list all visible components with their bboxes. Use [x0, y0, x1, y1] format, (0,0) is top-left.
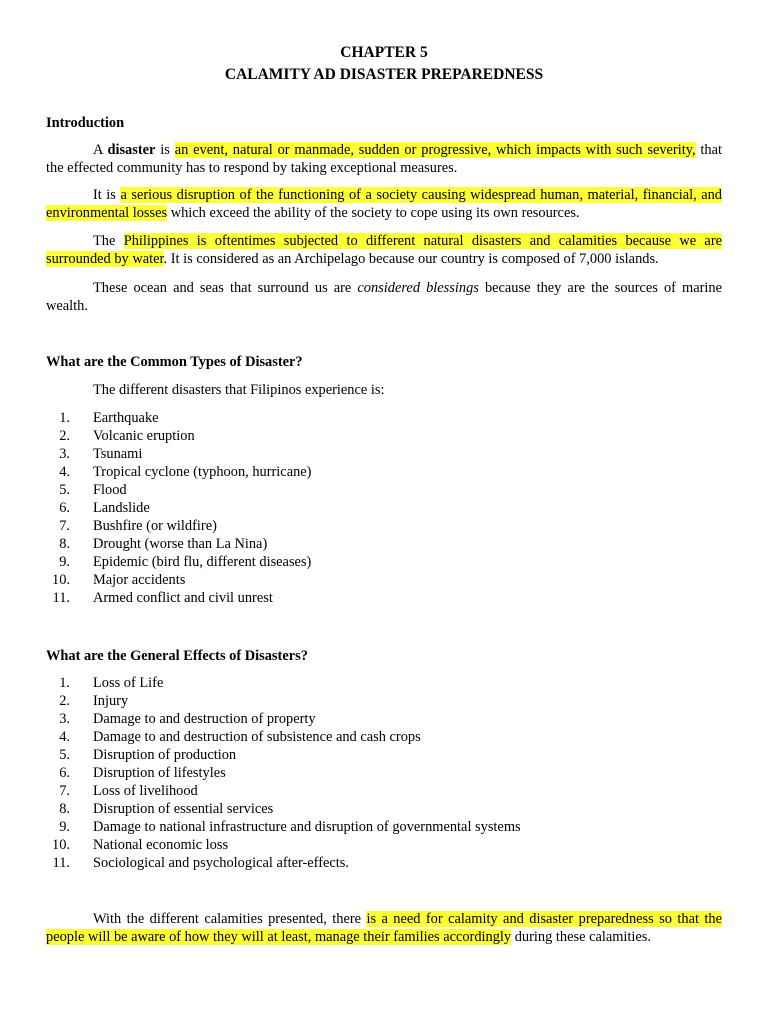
list-item-text: Landslide [93, 500, 150, 516]
conclusion-paragraph: With the different calamities presented, there is a need for calamity and disaster preparedness so that the people will be aware of how they will at least, manage their families accordingly during these calamities. [46, 911, 722, 946]
disaster-effect-item [46, 800, 521, 818]
list-number: 2. [59, 428, 70, 444]
list-number: 1. [59, 675, 70, 691]
intro-paragraph-2: It is a serious disruption of the functioning of a society causing widespread human, material, financial, and environmental losses which exceed the ability of the society to cope using its own resources. [46, 187, 722, 222]
list-number: 9. [59, 554, 70, 570]
disaster-effects-list [46, 674, 521, 872]
list-item-text: Tropical cyclone (typhoon, hurricane) [93, 464, 312, 480]
disaster-type-item [46, 553, 311, 571]
list-number: 11. [52, 855, 70, 871]
list-number: 10. [52, 572, 70, 588]
disaster-type-item [46, 499, 311, 517]
list-item-text: Damage to national infrastructure and disruption of governmental systems [93, 819, 521, 835]
list-item-text: Bushfire (or wildfire) [93, 518, 217, 534]
disaster-effect-item [46, 746, 521, 764]
disaster-type-item [46, 409, 311, 427]
list-item-text: Volcanic eruption [93, 428, 195, 444]
list-number: 11. [52, 590, 70, 606]
list-item-text: Earthquake [93, 410, 159, 426]
highlight: Philippines is oftentimes subjected to different natural disasters and calamities because we are surrounded by water [46, 233, 722, 268]
list-item-text: Injury [93, 693, 129, 709]
list-number: 7. [59, 783, 70, 799]
intro-paragraph-4: These ocean and seas that surround us are considered blessings because they are the sources of marine wealth. [46, 280, 722, 315]
disaster-type-item [46, 517, 311, 535]
chapter-number: CHAPTER 5 [340, 44, 428, 61]
disaster-effect-item [46, 836, 521, 854]
list-number: 8. [59, 536, 70, 552]
list-item-text: Drought (worse than La Nina) [93, 536, 268, 552]
list-item-text: Disruption of essential services [93, 801, 274, 817]
disaster-type-item [46, 571, 311, 589]
list-number: 3. [59, 446, 70, 462]
disaster-type-item [46, 427, 311, 445]
intro-paragraph-1: A disaster is an event, natural or manmade, sudden or progressive, which impacts with such severity, that the effected community has to respond by taking exceptional measures. [46, 142, 723, 177]
highlight: is a need for calamity and disaster preparedness so that the people will be aware of how they will at least, manage their families accordingly [46, 911, 722, 946]
list-item-text: Disruption of production [93, 747, 237, 763]
disaster-type-item [46, 535, 311, 553]
intro-paragraph-3: The Philippines is oftentimes subjected to different natural disasters and calamities because we are surrounded by water. It is considered as an Archipelago because our country is composed of 7,000 islands. [46, 233, 722, 268]
effects-heading: What are the General Effects of Disasters? [46, 648, 308, 664]
disaster-type-item [46, 481, 311, 499]
list-number: 4. [59, 729, 70, 745]
list-item-text: Damage to and destruction of property [93, 711, 316, 727]
disaster-effect-item [46, 674, 521, 692]
list-number: 8. [59, 801, 70, 817]
list-number: 7. [59, 518, 70, 534]
list-number: 5. [59, 747, 70, 763]
list-number: 1. [59, 410, 70, 426]
disaster-type-item [46, 589, 311, 607]
chapter-title: CALAMITY AD DISASTER PREPAREDNESS [224, 66, 544, 83]
list-item-text: Armed conflict and civil unrest [93, 590, 273, 606]
disaster-effect-item [46, 782, 521, 800]
list-item-text: Disruption of lifestyles [93, 765, 226, 781]
list-number: 10. [52, 837, 70, 853]
list-item-text: Sociological and psychological after-effects. [93, 855, 349, 871]
disaster-type-item [46, 463, 311, 481]
list-number: 2. [59, 693, 70, 709]
disaster-effect-item [46, 692, 521, 710]
disaster-effect-item [46, 710, 521, 728]
disaster-effect-item [46, 764, 521, 782]
list-number: 6. [59, 500, 70, 516]
disaster-type-item [46, 445, 311, 463]
disaster-types-list [46, 409, 311, 607]
list-item-text: Major accidents [93, 572, 186, 588]
list-number: 9. [59, 819, 70, 835]
list-item-text: Epidemic (bird flu, different diseases) [93, 554, 312, 570]
list-item-text: Loss of livelihood [93, 783, 198, 799]
list-number: 3. [59, 711, 70, 727]
list-item-text: Loss of Life [93, 675, 164, 691]
disaster-effect-item [46, 818, 521, 836]
disaster-effect-item [46, 728, 521, 746]
list-item-text: Flood [93, 482, 127, 498]
list-item-text: Damage to and destruction of subsistence and cash crops [93, 729, 421, 745]
list-number: 4. [59, 464, 70, 480]
highlight: an event, natural or manmade, sudden or progressive, which impacts with such severity, [174, 142, 696, 158]
list-number: 5. [59, 482, 70, 498]
highlight: a serious disruption of the functioning of a society causing widespread human, material, financial, and environmental losses [46, 187, 722, 222]
list-item-text: National economic loss [93, 837, 229, 853]
types-heading: What are the Common Types of Disaster? [46, 354, 303, 370]
types-lead: The different disasters that Filipinos experience is: [93, 382, 385, 398]
list-number: 6. [59, 765, 70, 781]
disaster-effect-item [46, 854, 521, 872]
list-item-text: Tsunami [93, 446, 143, 462]
intro-heading: Introduction [46, 115, 125, 131]
